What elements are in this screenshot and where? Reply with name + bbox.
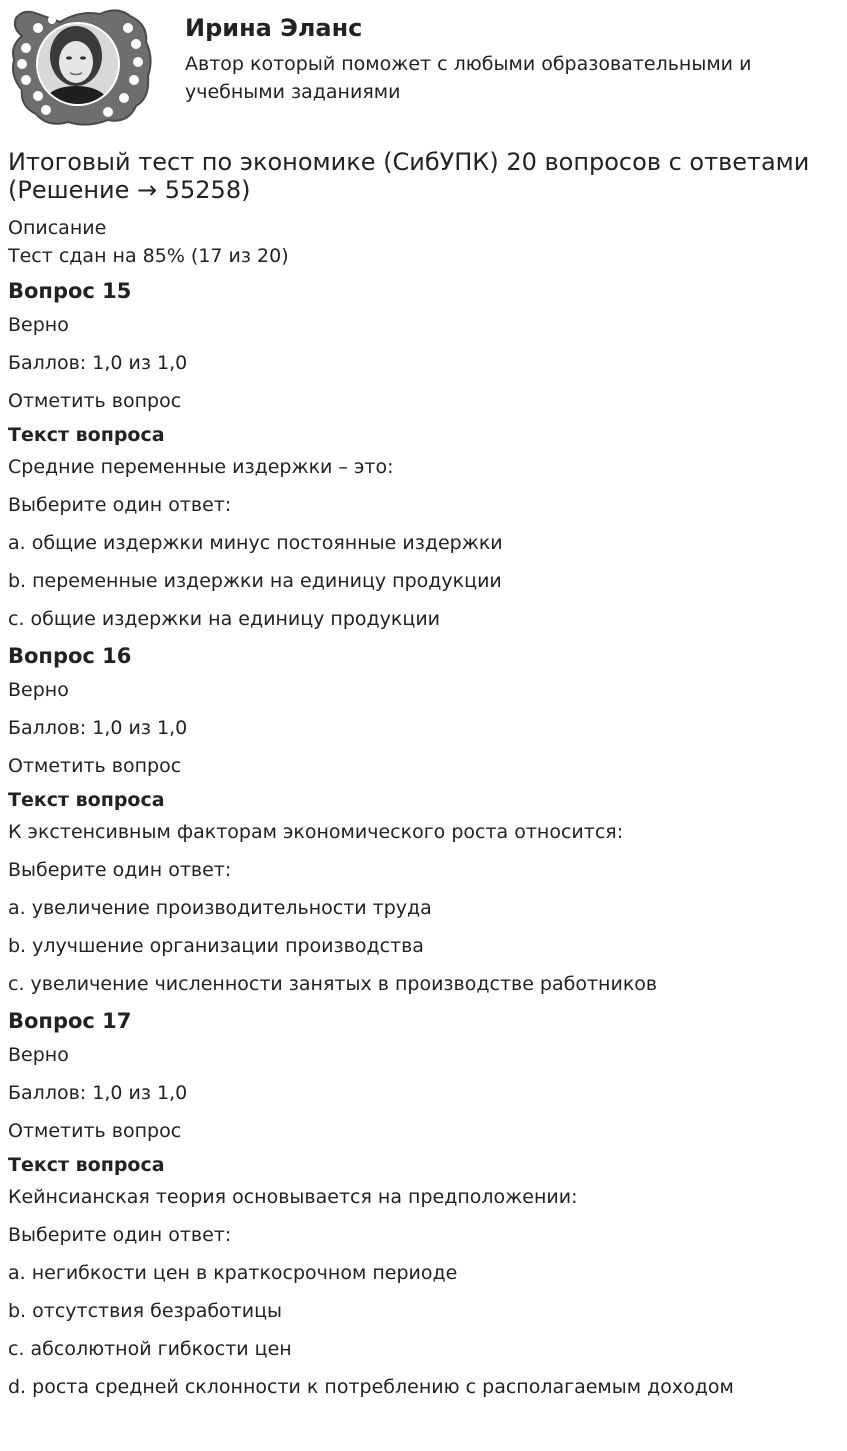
question-title: Вопрос 17 [8,1009,132,1033]
author-avatar [8,6,153,128]
question-17 [8,1008,838,1401]
question-16 [8,643,838,998]
answer-option-a: a. негибкости цен в краткосрочном периоде [8,1262,458,1284]
author-card [8,6,838,128]
answer-option-c: c. увеличение численности занятых в производстве работников [8,973,658,995]
question-status: Верно [8,1044,69,1066]
answer-option-c: c. абсолютной гибкости цен [8,1338,292,1360]
question-prompt: Кейнсианская теория основывается на предположении: [8,1186,578,1208]
question-title: Вопрос 16 [8,644,132,668]
question-prompt: К экстенсивным факторам экономического роста относится: [8,821,624,843]
question-15 [8,278,838,633]
answer-instruction: Выберите один ответ: [8,859,232,881]
question-score: Баллов: 1,0 из 1,0 [8,352,188,374]
author-name: Ирина Эланс [185,14,363,42]
page-content [8,148,838,1401]
answer-option-a: a. общие издержки минус постоянные издержки [8,532,503,554]
answer-option-a: a. увеличение производительности труда [8,897,432,919]
flag-question-link[interactable]: Отметить вопрос [8,390,182,412]
answer-instruction: Выберите один ответ: [8,494,232,516]
question-prompt: Средние переменные издержки – это: [8,456,394,478]
answer-option-b: b. отсутствия безработицы [8,1300,283,1322]
answer-option-d: d. роста средней склонности к потреблению с располагаемым доходом [8,1376,734,1398]
answer-option-c: c. общие издержки на единицу продукции [8,608,441,630]
question-title: Вопрос 15 [8,279,132,303]
question-score: Баллов: 1,0 из 1,0 [8,717,188,739]
question-text-heading: Текст вопроса [8,1154,165,1176]
question-status: Верно [8,679,69,701]
description-label: Описание [8,217,107,239]
answer-instruction: Выберите один ответ: [8,1224,232,1246]
question-score: Баллов: 1,0 из 1,0 [8,1082,188,1104]
question-status: Верно [8,314,69,336]
page-title: Итоговый тест по экономике (СибУПК) 20 вопросов с ответами (Решение → 55258) [8,148,810,204]
question-text-heading: Текст вопроса [8,424,165,446]
flag-question-link[interactable]: Отметить вопрос [8,1120,182,1142]
author-description: Автор который поможет с любыми образовательными и учебными заданиями [185,53,752,103]
question-text-heading: Текст вопроса [8,789,165,811]
answer-option-b: b. улучшение организации производства [8,935,424,957]
answer-option-b: b. переменные издержки на единицу продукции [8,570,502,592]
flag-question-link[interactable]: Отметить вопрос [8,755,182,777]
test-description [8,214,838,270]
test-result: Тест сдан на 85% (17 из 20) [8,245,289,267]
